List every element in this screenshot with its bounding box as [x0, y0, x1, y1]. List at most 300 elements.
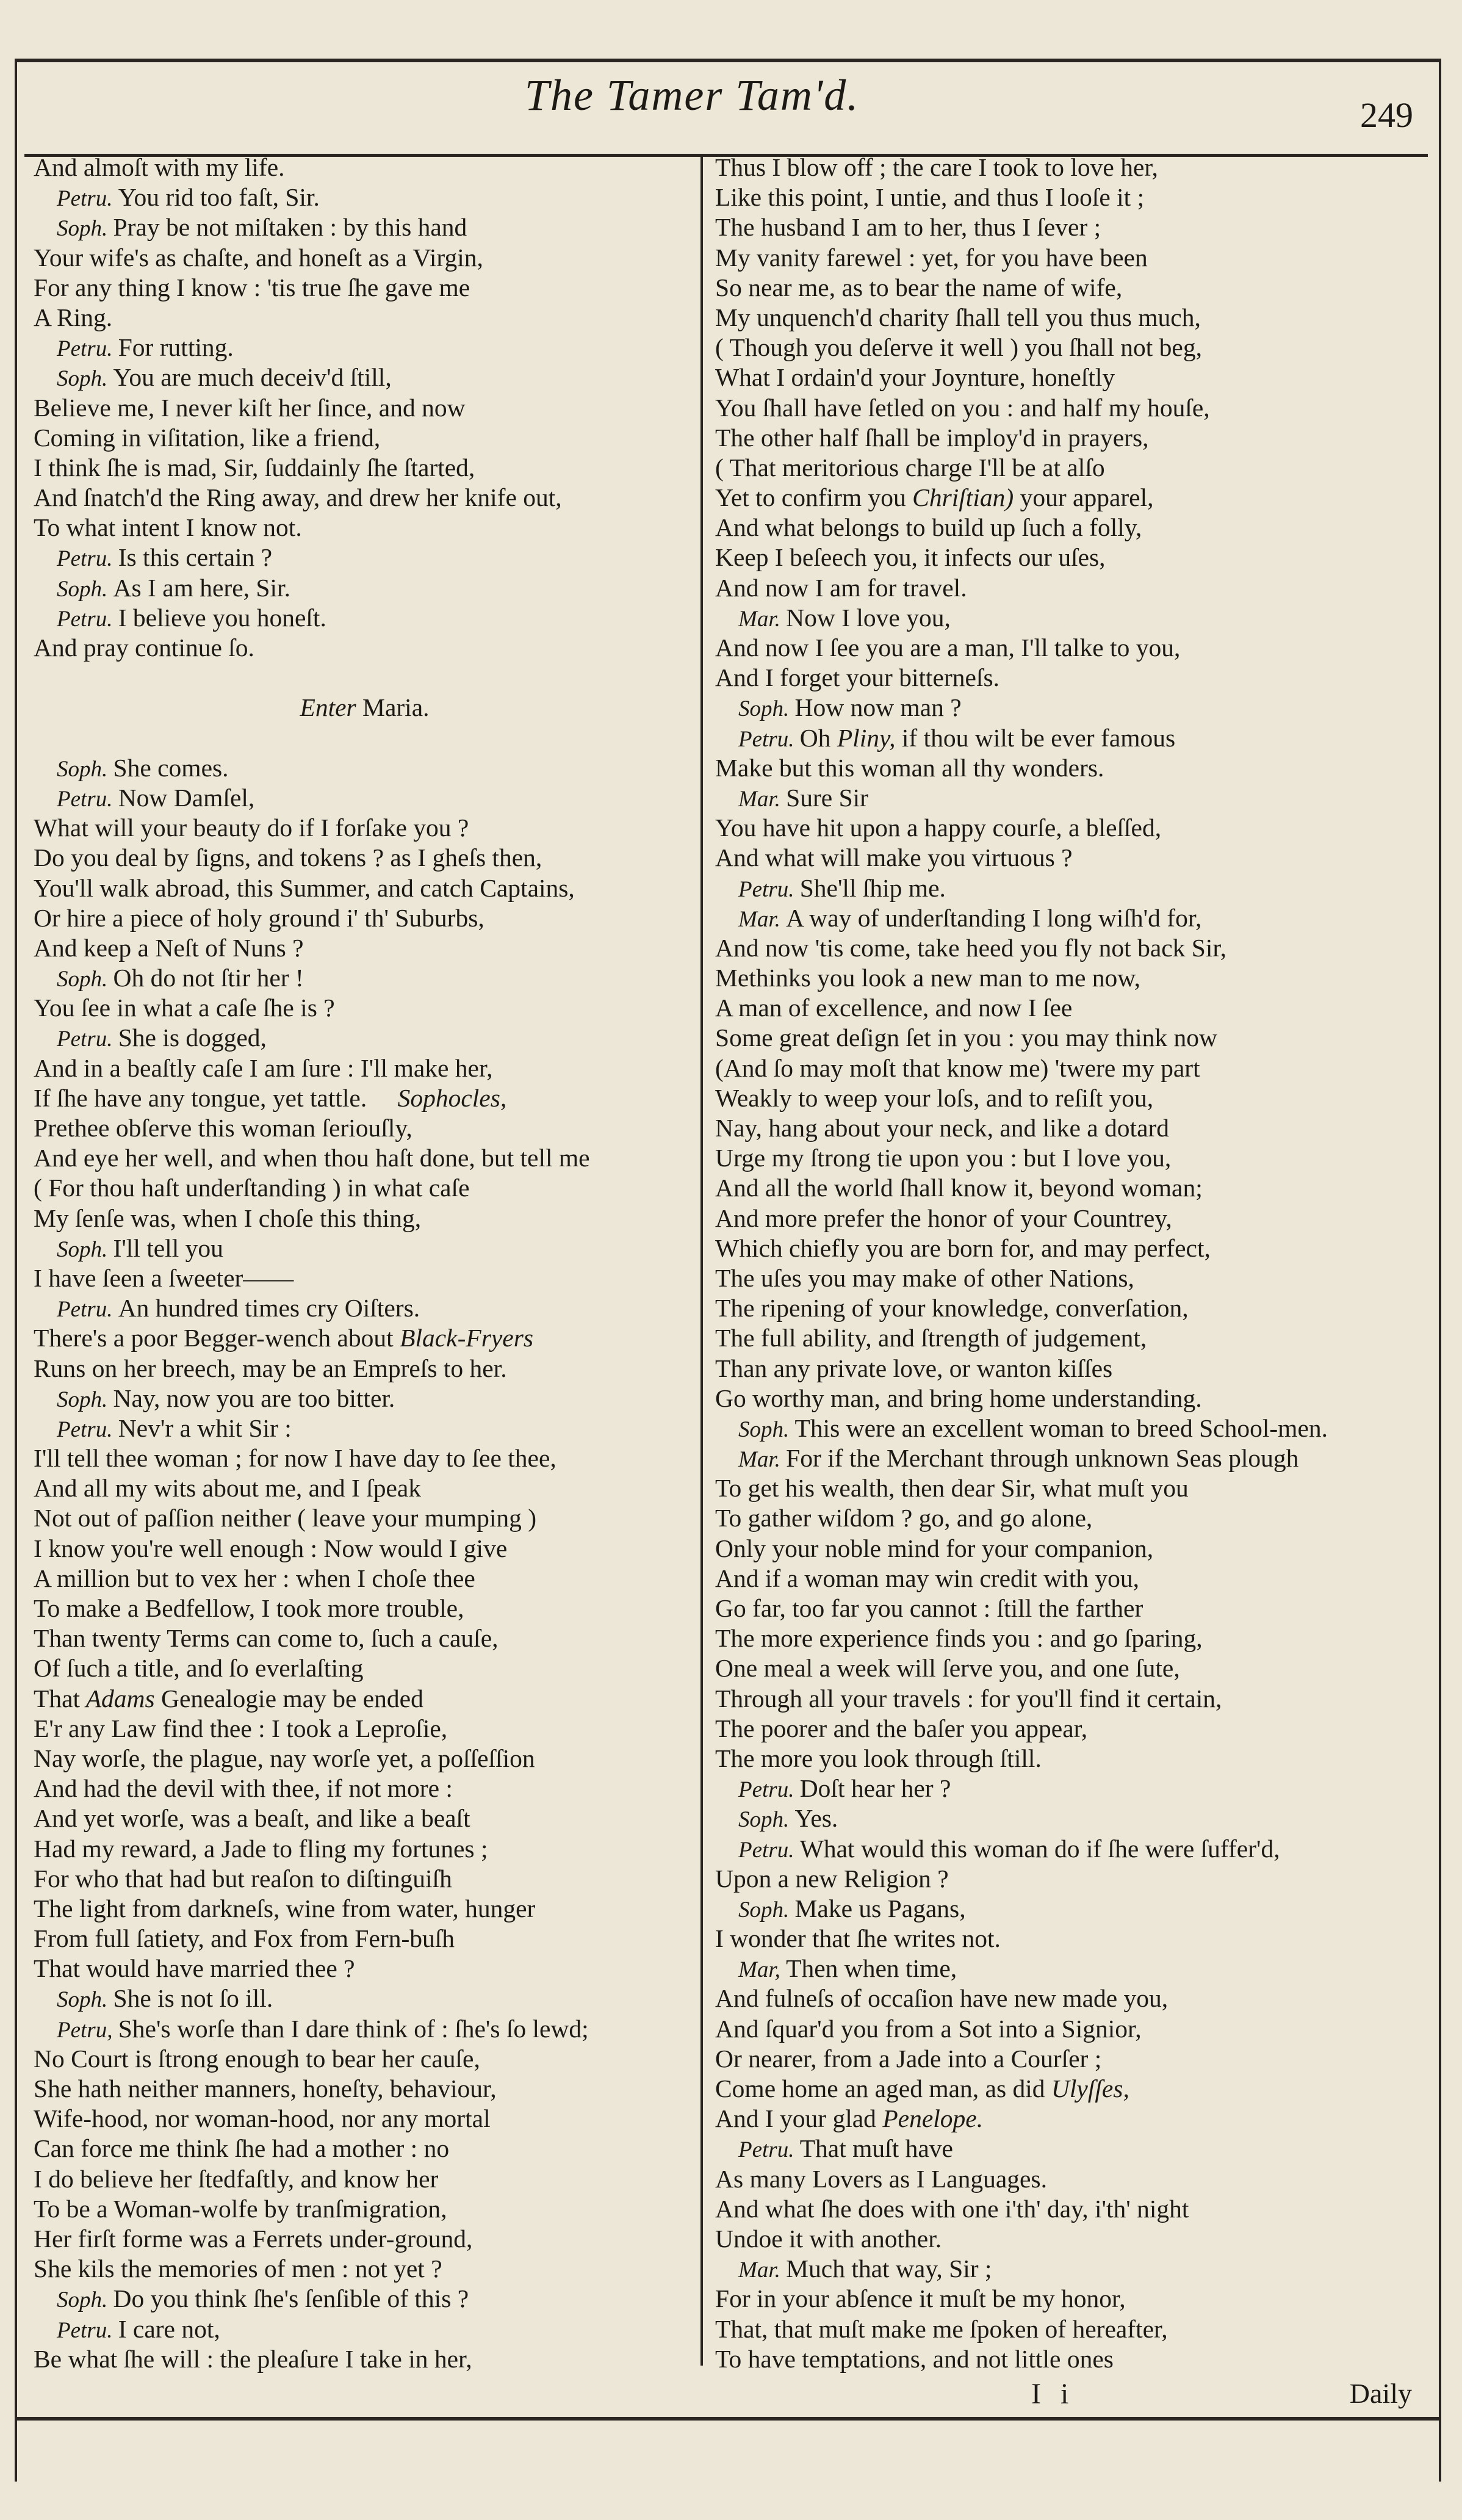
line-text: Some great deſign ſet in you : you may think now — [715, 1024, 1217, 1052]
speech-line — [715, 1894, 1405, 1924]
line-text: And in a beaſtly caſe I am ſure : I'll make her, — [34, 1053, 493, 1082]
verse-line — [715, 483, 1405, 513]
line-text: My ſenſe was, when I choſe this thing, — [34, 1204, 422, 1232]
verse-line — [715, 363, 1405, 392]
line-text: Make us Pagans, — [794, 1894, 966, 1922]
verse-line — [715, 1714, 1405, 1744]
speech-line — [34, 783, 696, 813]
line-text: Do you think ſhe's ſenſible of this ? — [113, 2284, 469, 2313]
line-text: And all the world ſhall know it, beyond woman; — [715, 1174, 1203, 1202]
verse-line — [34, 1323, 696, 1353]
line-text: My unquench'd charity ſhall tell you thus much, — [715, 303, 1201, 331]
speech-line — [34, 2284, 696, 2314]
speaker-name: Petru. — [57, 1417, 118, 1442]
line-text: From full ſatiety, and Fox from Fern-buſh — [34, 1924, 455, 1953]
speaker-name: Petru. — [57, 786, 118, 812]
line-text: And eye her well, and when thou haſt done, but tell me — [34, 1144, 590, 1172]
verse-line — [34, 1924, 696, 1954]
line-text: How now man ? — [794, 693, 962, 722]
speaker-name: Mar. — [738, 2258, 787, 2283]
speech-line — [34, 963, 696, 993]
verse-line — [715, 2194, 1405, 2224]
line-text: And now I am for travel. — [715, 573, 967, 602]
speaker-name: Mar. — [738, 906, 787, 932]
line-text: What would this woman do if ſhe were ſuffer'd, — [799, 1834, 1280, 1863]
line-text: And what belongs to build up ſuch a folly, — [715, 513, 1142, 542]
verse-line — [34, 2164, 696, 2194]
verse-line — [34, 1083, 696, 1113]
line-text: To what intent I know not. — [34, 513, 302, 542]
line-text: She's worſe than I dare think of : ſhe's ſo lewd; — [118, 2014, 589, 2043]
verse-line — [34, 1534, 696, 1564]
verse-line — [34, 1894, 696, 1924]
italic-word: Chriſtian) — [906, 483, 1014, 512]
verse-line — [34, 723, 696, 753]
verse-line — [34, 153, 696, 182]
speaker-name: Petru. — [738, 1777, 800, 1803]
verse-line — [715, 2224, 1405, 2254]
stage-direction-verb: Enter — [300, 693, 363, 722]
line-text: You'll walk abroad, this Summer, and catch Captains, — [34, 873, 575, 902]
line-text: Nev'r a whit Sir : — [118, 1413, 292, 1442]
line-text: I'll tell you — [113, 1233, 223, 1262]
line-text: A way of underſtanding I long wiſh'd for, — [786, 903, 1202, 932]
verse-line — [34, 2044, 696, 2074]
italic-word: Penelope. — [876, 2104, 984, 2133]
line-text: Yes. — [794, 1804, 838, 1833]
verse-line — [715, 2044, 1405, 2074]
line-text: For any thing I know : 'tis true ſhe gave me — [34, 273, 470, 301]
line-text: And more prefer the honor of your Countrey, — [715, 1204, 1172, 1232]
line-text: This were an excellent woman to breed School-men. — [794, 1413, 1328, 1442]
speaker-name: Soph. — [57, 756, 113, 782]
line-text: Sure Sir — [786, 783, 868, 812]
speech-line — [34, 543, 696, 572]
speaker-name: Petru. — [57, 1027, 118, 1052]
speaker-name: Petru. — [738, 726, 800, 752]
line-text: As many Lovers as I Languages. — [715, 2164, 1047, 2193]
speech-line — [34, 2014, 696, 2044]
verse-line — [715, 1233, 1405, 1263]
verse-line — [715, 753, 1405, 783]
line-text: And now 'tis come, take heed you fly not back Sir, — [715, 933, 1226, 962]
line-text: My vanity farewel : yet, for you have been — [715, 243, 1148, 272]
verse-line — [715, 543, 1405, 572]
verse-line — [715, 1293, 1405, 1323]
line-text: The other half ſhall be imploy'd in prayers, — [715, 423, 1149, 452]
verse-line — [34, 663, 696, 693]
verse-line — [715, 1653, 1405, 1683]
line-text: To be a Woman-wolfe by tranſmigration, — [34, 2194, 447, 2223]
speech-line — [34, 1023, 696, 1053]
line-text: The more experience finds you : and go ſparing, — [715, 1624, 1203, 1653]
line-text: Of ſuch a title, and ſo everlaſting — [34, 1654, 364, 1683]
line-text: Like this point, I untie, and thus I looſe it ; — [715, 183, 1145, 212]
line-text: She comes. — [113, 753, 229, 782]
verse-line — [34, 1443, 696, 1473]
line-text: For in your abſence it muſt be my honor, — [715, 2284, 1126, 2313]
speech-line — [715, 1443, 1405, 1473]
speaker-name: Mar. — [738, 786, 787, 812]
line-text: I care not, — [118, 2314, 220, 2343]
line-text: I believe you honeſt. — [118, 603, 326, 632]
verse-line — [34, 1113, 696, 1143]
speech-line — [34, 333, 696, 363]
speech-line — [715, 873, 1405, 903]
italic-word: Adams — [80, 1684, 155, 1713]
verse-line — [34, 1503, 696, 1533]
speaker-name: Soph. — [57, 2287, 113, 2313]
line-text: The light from darkneſs, wine from water, hunger — [34, 1894, 536, 1922]
line-text: Or hire a piece of holy ground i' th' Suburbs, — [34, 903, 484, 932]
verse-line — [715, 182, 1405, 212]
verse-line — [34, 1473, 696, 1503]
verse-line — [715, 2014, 1405, 2044]
speech-line — [34, 753, 696, 783]
verse-line — [715, 273, 1405, 303]
line-text: That muſt have — [799, 2134, 953, 2163]
verse-line — [34, 1564, 696, 1594]
line-text: She kils the memories of men : not yet ? — [34, 2255, 442, 2283]
line-text: Oh do not ſtir her ! — [113, 964, 304, 992]
verse-line — [34, 483, 696, 513]
line-text: And I your glad — [715, 2104, 876, 2133]
verse-line — [715, 1083, 1405, 1113]
verse-line — [715, 1924, 1405, 1954]
line-tail: your apparel, — [1014, 483, 1154, 512]
line-text: Believe me, I never kiſt her ſince, and now — [34, 393, 466, 422]
speaker-name: Soph. — [738, 1807, 795, 1833]
speech-line — [715, 1834, 1405, 1864]
line-text: A man of excellence, and now I ſee — [715, 994, 1073, 1022]
line-tail: if thou wilt be ever famous — [895, 723, 1176, 752]
verse-line — [715, 513, 1405, 543]
line-text: (And ſo may moſt that know me) 'twere my part — [715, 1053, 1200, 1082]
verse-line — [715, 212, 1405, 242]
verse-line — [715, 1984, 1405, 2013]
line-text: As I am here, Sir. — [113, 573, 290, 602]
verse-line — [34, 933, 696, 963]
line-text: The uſes you may make of other Nations, — [715, 1263, 1134, 1292]
line-text: Nay, hang about your neck, and like a dotard — [715, 1114, 1170, 1142]
verse-line — [34, 513, 696, 543]
line-text: Pray be not miſtaken : by this hand — [113, 213, 467, 242]
line-text: She is not ſo ill. — [113, 1984, 273, 2013]
line-text: You have hit upon a happy courſe, a bleſſed, — [715, 814, 1162, 842]
signature-mark: I i — [1031, 2378, 1075, 2410]
line-text: Than twenty Terms can come to, ſuch a cauſe, — [34, 1624, 499, 1653]
verse-line — [34, 1684, 696, 1714]
speaker-name: Soph. — [57, 967, 113, 992]
line-text: Do you deal by ſigns, and tokens ? as I gheſs then, — [34, 843, 542, 872]
line-text: And if a woman may win credit with you, — [715, 1564, 1139, 1592]
line-text: Maria. — [362, 693, 430, 722]
line-text: Go worthy man, and bring home understanding. — [715, 1384, 1202, 1412]
speaker-name: Petru. — [738, 2137, 800, 2163]
line-text: For rutting. — [118, 333, 234, 362]
verse-line — [34, 1354, 696, 1384]
verse-line — [34, 423, 696, 453]
speech-line — [34, 1384, 696, 1413]
line-text: To gather wiſdom ? go, and go alone, — [715, 1504, 1093, 1533]
verse-line — [34, 1803, 696, 1833]
line-text: Urge my ſtrong tie upon you : but I love you, — [715, 1144, 1172, 1172]
verse-line — [34, 633, 696, 663]
verse-line — [34, 2074, 696, 2104]
verse-line — [34, 813, 696, 843]
line-text: Now I love you, — [786, 603, 951, 632]
line-text: Which chiefly you are born for, and may perfect, — [715, 1233, 1211, 1262]
line-text: And now I ſee you are a man, I'll talke to you, — [715, 634, 1181, 662]
line-text: Through all your travels : for you'll find it certain, — [715, 1684, 1222, 1713]
verse-line — [34, 1774, 696, 1803]
verse-line — [34, 1143, 696, 1173]
speaker-name: Petru. — [57, 606, 118, 632]
line-text: And almoſt with my life. — [34, 153, 285, 181]
verse-line — [715, 1204, 1405, 1233]
verse-line — [34, 1864, 696, 1894]
verse-line — [715, 1684, 1405, 1714]
speech-line — [34, 1293, 696, 1323]
line-text: The more you look through ſtill. — [715, 1744, 1042, 1772]
italic-word: Black-Fryers — [393, 1324, 534, 1352]
verse-line — [715, 423, 1405, 453]
line-text: And ſnatch'd the Ring away, and drew her knife out, — [34, 483, 562, 512]
line-text: I know you're well enough : Now would I give — [34, 1534, 508, 1562]
line-tail: Genealogie may be ended — [154, 1684, 423, 1713]
verse-line — [715, 1323, 1405, 1353]
left-column — [34, 153, 696, 2374]
column-divider — [700, 156, 703, 2366]
speech-line — [34, 573, 696, 603]
line-text: If ſhe have any tongue, yet tattle. — [34, 1083, 367, 1112]
line-text: Thus I blow off ; the care I took to love her, — [715, 153, 1158, 181]
speech-line — [34, 1984, 696, 2013]
line-text: ( For thou haſt underſtanding ) in what caſe — [34, 1174, 470, 1202]
speaker-name: Petru. — [57, 1297, 118, 1323]
line-text: You ſhall have ſetled on you : and half my houſe, — [715, 393, 1210, 422]
line-text: An hundred times cry Oiſters. — [118, 1294, 420, 1323]
verse-line — [715, 2344, 1405, 2374]
verse-line — [715, 1744, 1405, 1774]
speaker-name: Soph. — [57, 366, 113, 392]
line-text: Can force me think ſhe had a mother : no — [34, 2134, 450, 2163]
line-text: So near me, as to bear the name of wife, — [715, 273, 1123, 301]
line-text: She hath neither manners, honeſty, behaviour, — [34, 2074, 497, 2103]
line-text: Doſt hear her ? — [799, 1774, 951, 1803]
verse-line — [715, 1354, 1405, 1384]
line-text: Methinks you look a new man to me now, — [715, 964, 1140, 992]
speaker-name: Petru. — [57, 2317, 118, 2343]
speaker-name: Mar, — [738, 1957, 787, 1983]
speech-line — [715, 783, 1405, 813]
speech-line — [34, 603, 696, 633]
line-text: Is this certain ? — [118, 543, 273, 572]
verse-line — [715, 843, 1405, 873]
line-text: A million but to vex her : when I choſe thee — [34, 1564, 475, 1592]
line-text: Had my reward, a Jade to fling my fortunes ; — [34, 1834, 488, 1863]
line-text: For if the Merchant through unknown Seas plough — [786, 1444, 1299, 1473]
verse-line — [715, 1113, 1405, 1143]
verse-line — [34, 2134, 696, 2164]
verse-line — [715, 1143, 1405, 1173]
verse-line — [715, 243, 1405, 273]
speaker-name: Soph. — [738, 1417, 795, 1442]
verse-line — [715, 453, 1405, 483]
line-text: Coming in viſitation, like a friend, — [34, 423, 381, 452]
speech-line — [34, 212, 696, 242]
speech-line — [715, 903, 1405, 933]
line-text: And pray continue ſo. — [34, 634, 254, 662]
verse-line — [715, 933, 1405, 963]
verse-line — [34, 1653, 696, 1683]
speaker-name: Petru. — [57, 336, 118, 362]
speech-line — [715, 603, 1405, 633]
line-text: And ſquar'd you from a Sot into a Signior, — [715, 2014, 1142, 2043]
running-title: The Tamer Tam'd. — [525, 71, 860, 120]
verse-line — [715, 2314, 1405, 2344]
line-text: Weakly to weep your loſs, and to reſiſt you, — [715, 1083, 1154, 1112]
line-text: That — [34, 1684, 81, 1713]
line-text: To make a Bedfellow, I took more trouble, — [34, 1594, 464, 1622]
line-text: And had the devil with thee, if not more : — [34, 1774, 453, 1803]
verse-line — [715, 153, 1405, 182]
line-text: To get his wealth, then dear Sir, what muſt you — [715, 1474, 1189, 1503]
line-text: ( Though you deſerve it well ) you ſhall not beg, — [715, 333, 1202, 362]
verse-line — [34, 393, 696, 423]
line-text: Undoe it with another. — [715, 2224, 942, 2253]
line-text: You rid too faſt, Sir. — [118, 183, 320, 212]
verse-line — [34, 843, 696, 873]
verse-line — [715, 2284, 1405, 2314]
speaker-name: Soph. — [738, 696, 795, 722]
page-number: 249 — [1360, 95, 1413, 135]
line-text: Or nearer, from a Jade into a Courſer ; — [715, 2044, 1102, 2073]
verse-line — [715, 1534, 1405, 1564]
speech-line — [34, 2314, 696, 2344]
line-text: And yet worſe, was a beaſt, and like a beaſt — [34, 1804, 470, 1833]
line-text: One meal a week will ſerve you, and one ſute, — [715, 1654, 1180, 1683]
speaker-name: Soph. — [57, 1987, 113, 2013]
line-text: I'll tell thee woman ; for now I have day to ſee thee, — [34, 1444, 556, 1473]
line-text: She is dogged, — [118, 1024, 267, 1052]
line-text: The full ability, and ſtrength of judgement, — [715, 1324, 1147, 1352]
line-text: And I forget your bitterneſs. — [715, 663, 1000, 692]
line-text: That, that muſt make me ſpoken of hereafter, — [715, 2314, 1168, 2343]
line-text: The husband I am to her, thus I ſever ; — [715, 213, 1101, 242]
line-text: Than any private love, or wanton kiſſes — [715, 1354, 1113, 1382]
line-text: Much that way, Sir ; — [786, 2255, 992, 2283]
verse-line — [34, 1053, 696, 1083]
catchword: Daily — [1349, 2378, 1412, 2409]
verse-line — [34, 1834, 696, 1864]
line-text: The ripening of your knowledge, converſation, — [715, 1294, 1189, 1323]
speech-line — [34, 1413, 696, 1443]
verse-line — [715, 1023, 1405, 1053]
speaker-name: Petru. — [738, 1837, 800, 1863]
line-text: I have ſeen a ſweeter—— — [34, 1263, 294, 1292]
line-text: Your wife's as chaſte, and honeſt as a Virgin, — [34, 243, 483, 272]
line-text: The poorer and the baſer you appear, — [715, 1714, 1088, 1742]
speech-line — [34, 182, 696, 212]
speech-line — [715, 2254, 1405, 2284]
speech-line — [34, 1233, 696, 1263]
verse-line — [34, 1954, 696, 1984]
verse-line — [715, 1594, 1405, 1623]
page-border-bottom — [15, 2417, 1439, 2421]
speaker-name: Petru, — [57, 2017, 118, 2043]
verse-line — [34, 2254, 696, 2284]
speech-line — [715, 693, 1405, 723]
verse-line — [715, 2074, 1405, 2104]
speaker-name: Petru. — [738, 876, 800, 902]
speaker-name: Soph. — [57, 1237, 113, 1262]
verse-line — [715, 1864, 1405, 1894]
line-text: And what will make you virtuous ? — [715, 843, 1073, 872]
line-text: I wonder that ſhe writes not. — [715, 1924, 1001, 1953]
speaker-name: Mar. — [738, 1447, 787, 1473]
line-text: What I ordain'd your Joynture, honeſtly — [715, 363, 1115, 392]
verse-line — [715, 303, 1405, 333]
verse-line — [34, 873, 696, 903]
line-text: Not out of paſſion neither ( leave your mumping ) — [34, 1504, 537, 1533]
line-text: Yet to confirm you — [715, 483, 906, 512]
speech-line — [715, 1954, 1405, 1984]
speaker-name: Petru. — [57, 186, 118, 212]
speaker-name: Mar. — [738, 606, 787, 632]
line-text: I think ſhe is mad, Sir, ſuddainly ſhe ſtarted, — [34, 453, 475, 482]
line-text: Upon a new Religion ? — [715, 1864, 949, 1893]
line-text: Wife-hood, nor woman-hood, nor any mortal — [34, 2104, 491, 2133]
line-text: And fulneſs of occaſion have new made you, — [715, 1984, 1169, 2013]
line-text: Make but this woman all thy wonders. — [715, 753, 1104, 782]
line-text: Only your noble mind for your companion, — [715, 1534, 1154, 1562]
verse-line — [715, 1053, 1405, 1083]
verse-line — [34, 1173, 696, 1203]
verse-line — [715, 963, 1405, 993]
stage-direction — [34, 693, 696, 723]
verse-line — [715, 1263, 1405, 1293]
verse-line — [34, 2104, 696, 2134]
right-column — [715, 153, 1405, 2374]
verse-line — [34, 993, 696, 1023]
line-text: She'll ſhip me. — [799, 873, 946, 902]
line-text: To have temptations, and not little ones — [715, 2344, 1114, 2373]
line-text: And what ſhe does with one i'th' day, i'th' night — [715, 2194, 1189, 2223]
verse-line — [715, 1564, 1405, 1594]
line-text: A Ring. — [34, 303, 113, 331]
line-text: Nay, now you are too bitter. — [113, 1384, 395, 1412]
verse-line — [715, 333, 1405, 363]
line-text: There's a poor Begger-wench about — [34, 1324, 394, 1352]
verse-line — [715, 813, 1405, 843]
line-text: Be what ſhe will : the pleaſure I take in her, — [34, 2344, 472, 2373]
line-text: Then when time, — [786, 1954, 957, 1983]
verse-line — [34, 1714, 696, 1744]
line-text: You ſee in what a caſe ſhe is ? — [34, 994, 335, 1022]
line-text: What will your beauty do if I forſake you ? — [34, 814, 469, 842]
speaker-name: Soph. — [57, 1387, 113, 1412]
speech-line — [715, 1774, 1405, 1803]
verse-line — [34, 453, 696, 483]
speech-line — [715, 2134, 1405, 2164]
verse-line — [715, 1503, 1405, 1533]
line-text: That would have married thee ? — [34, 1954, 355, 1983]
verse-line — [715, 2104, 1405, 2134]
line-text: Now Damſel, — [118, 783, 255, 812]
verse-line — [34, 1263, 696, 1293]
line-text: And keep a Neſt of Nuns ? — [34, 933, 304, 962]
